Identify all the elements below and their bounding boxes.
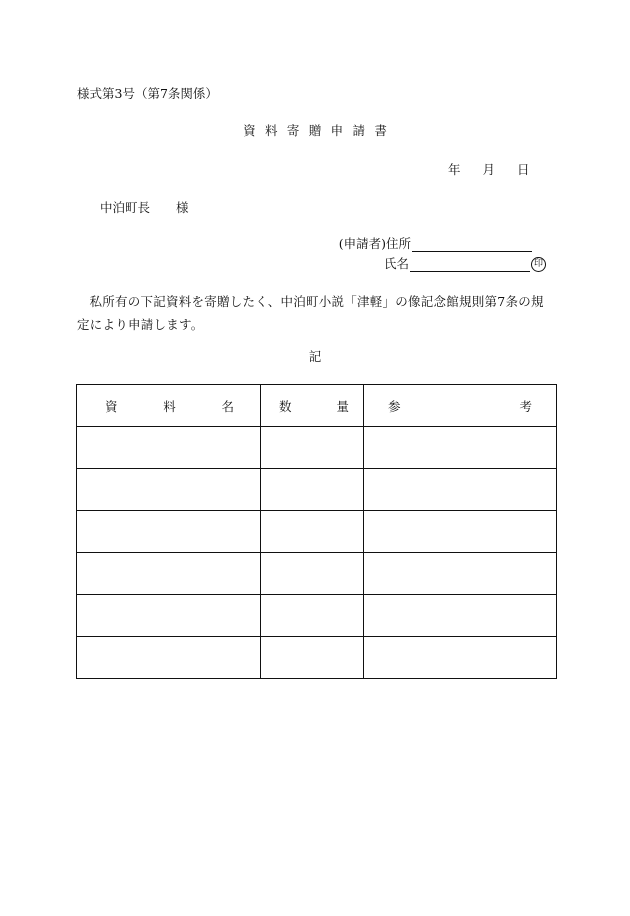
addressee-honorific: 様 xyxy=(176,200,189,215)
material-name-cell[interactable] xyxy=(77,553,261,595)
table-header-row xyxy=(77,385,557,427)
material-name-cell[interactable] xyxy=(77,637,261,679)
page-title: 資料寄贈申請書 xyxy=(243,123,397,138)
applicant-address-field[interactable] xyxy=(412,237,532,252)
ki-heading: 記 xyxy=(308,349,322,364)
material-name-cell[interactable] xyxy=(77,427,261,469)
quantity-cell[interactable] xyxy=(261,637,364,679)
applicant-name-field[interactable] xyxy=(410,257,530,272)
remarks-cell[interactable] xyxy=(364,553,557,595)
remarks-cell[interactable] xyxy=(364,595,557,637)
remarks-cell[interactable] xyxy=(364,469,557,511)
table-row xyxy=(77,511,557,553)
header-qty-char: 量 xyxy=(336,398,349,414)
header-remarks xyxy=(364,385,557,427)
quantity-cell[interactable] xyxy=(261,553,364,595)
applicant-address-label: (申請者)住所 xyxy=(338,236,411,251)
header-qty-char: 数 xyxy=(279,398,292,414)
remarks-cell[interactable] xyxy=(364,427,557,469)
material-name-cell[interactable] xyxy=(77,469,261,511)
applicant-name-label: 氏名 xyxy=(383,256,409,271)
items-table xyxy=(76,384,557,679)
header-name-char: 資 xyxy=(105,398,118,414)
seal-mark: 印 xyxy=(531,257,546,272)
header-name-char: 名 xyxy=(221,398,234,414)
table-row xyxy=(77,469,557,511)
remarks-cell[interactable] xyxy=(364,637,557,679)
date-year-label: 年 xyxy=(448,162,461,177)
header-material-name xyxy=(77,385,261,427)
header-name-char: 料 xyxy=(163,398,176,414)
quantity-cell[interactable] xyxy=(261,511,364,553)
table-row xyxy=(77,553,557,595)
material-name-cell[interactable] xyxy=(77,595,261,637)
form-number: 様式第3号（第7条関係） xyxy=(77,86,218,101)
header-remarks-char: 考 xyxy=(519,398,532,414)
date-month-label: 月 xyxy=(482,162,496,177)
table-row xyxy=(77,427,557,469)
body-text: 私所有の下記資料を寄贈したく、中泊町小説「津軽」の像記念館規則第7条の規定により申請します。 xyxy=(77,294,544,332)
table-row xyxy=(77,595,557,637)
date-day-label: 日 xyxy=(517,162,530,177)
date-line xyxy=(448,160,530,178)
quantity-cell[interactable] xyxy=(261,595,364,637)
header-remarks-char: 参 xyxy=(388,398,401,414)
addressee xyxy=(100,198,189,216)
addressee-name: 中泊町長 xyxy=(100,200,151,215)
quantity-cell[interactable] xyxy=(261,469,364,511)
quantity-cell[interactable] xyxy=(261,427,364,469)
applicant-address-row xyxy=(339,234,532,252)
header-quantity xyxy=(261,385,364,427)
table-row xyxy=(77,637,557,679)
material-name-cell[interactable] xyxy=(77,511,261,553)
applicant-name-row xyxy=(384,254,546,272)
remarks-cell[interactable] xyxy=(364,511,557,553)
